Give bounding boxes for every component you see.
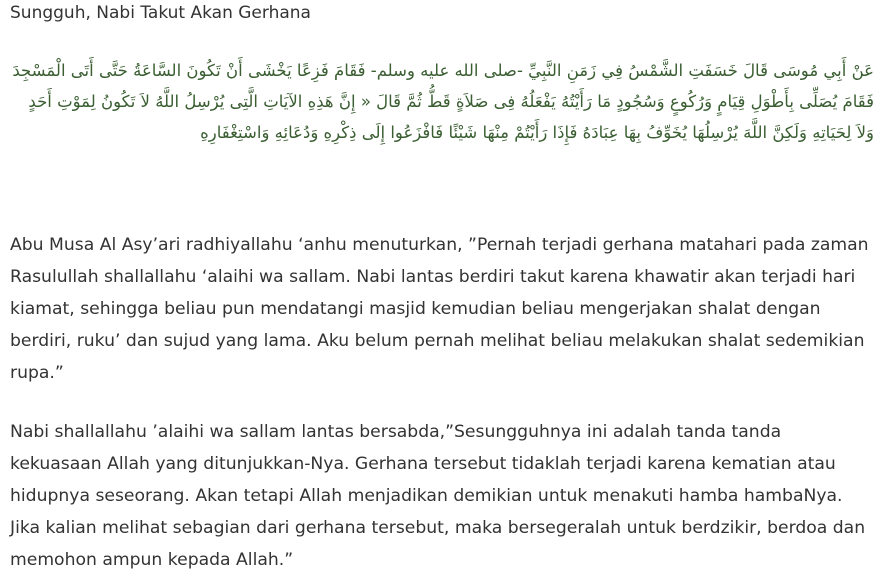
translation-paragraph-2: Nabi shallallahu ’alaihi wa sallam lantas bersabda,”Sesungguhnya ini adalah tanda tanda kekuasaan Allah yang ditunjukkan-Nya. Gerhana tersebut tidaklah terjadi karena kematian atau hidupnya seseorang. Akan tetapi Allah menjadikan demikian untuk menakuti hamba hambaNya. Jika kalian melihat sebagian dari gerhana tersebut, maka bersegeralah untuk berdzikir, berdoa dan memohon ampun kepada Allah.” [10, 422, 866, 571]
arabic-hadith-text: عَنْ أَبِي مُوسَى قَالَ خَسَفَتِ الشَّمْسُ فِي زَمَنِ النَّبِيِّ -صلى الله عليه وسلم- فَقَامَ فَزِعًا يَخْشَى أَنْ تَكُونَ السَّاعَةُ حَتَّى أَتَى الْمَسْجِدَ فَقَامَ يُصَلِّى بِأَطْوَلِ قِيَامٍ وَرُكُوعٍ وَسُجُودٍ مَا رَأَيْتُهُ يَفْعَلُهُ فِى صَلاَةٍ قَطُّ ثُمَّ قَالَ « إِنَّ هَذِهِ الآيَاتِ الَّتِى يُرْسِلُ اللَّهُ لاَ تَكُونُ لِمَوْتِ أَحَدٍ وَلاَ لِحَيَاتِهِ وَلَكِنَّ اللَّهَ يُرْسِلُهَا يُخَوِّفُ بِهَا عِبَادَهُ فَإِذَا رَأَيْتُمْ مِنْهَا شَيْئًا فَافْزَعُوا إِلَى ذِكْرِهِ وَدُعَائِهِ وَاسْتِغْفَارِهِ [12, 61, 874, 142]
translation-paragraph-1: Abu Musa Al Asy’ari radhiyallahu ‘anhu menuturkan, ”Pernah terjadi gerhana matahari pada zaman Rasulullah shallallahu ‘alaihi wa sallam. Nabi lantas berdiri takut karena khawatir akan terjadi hari kiamat, sehingga beliau pun mendatangi masjid kemudian beliau mengerjakan shalat dengan berdiri, ruku’ dan sujud yang lama. Aku belum pernah melihat beliau melakukan shalat sedemikian rupa.” [10, 235, 869, 384]
article-heading: Sungguh, Nabi Takut Akan Gerhana [10, 3, 311, 23]
